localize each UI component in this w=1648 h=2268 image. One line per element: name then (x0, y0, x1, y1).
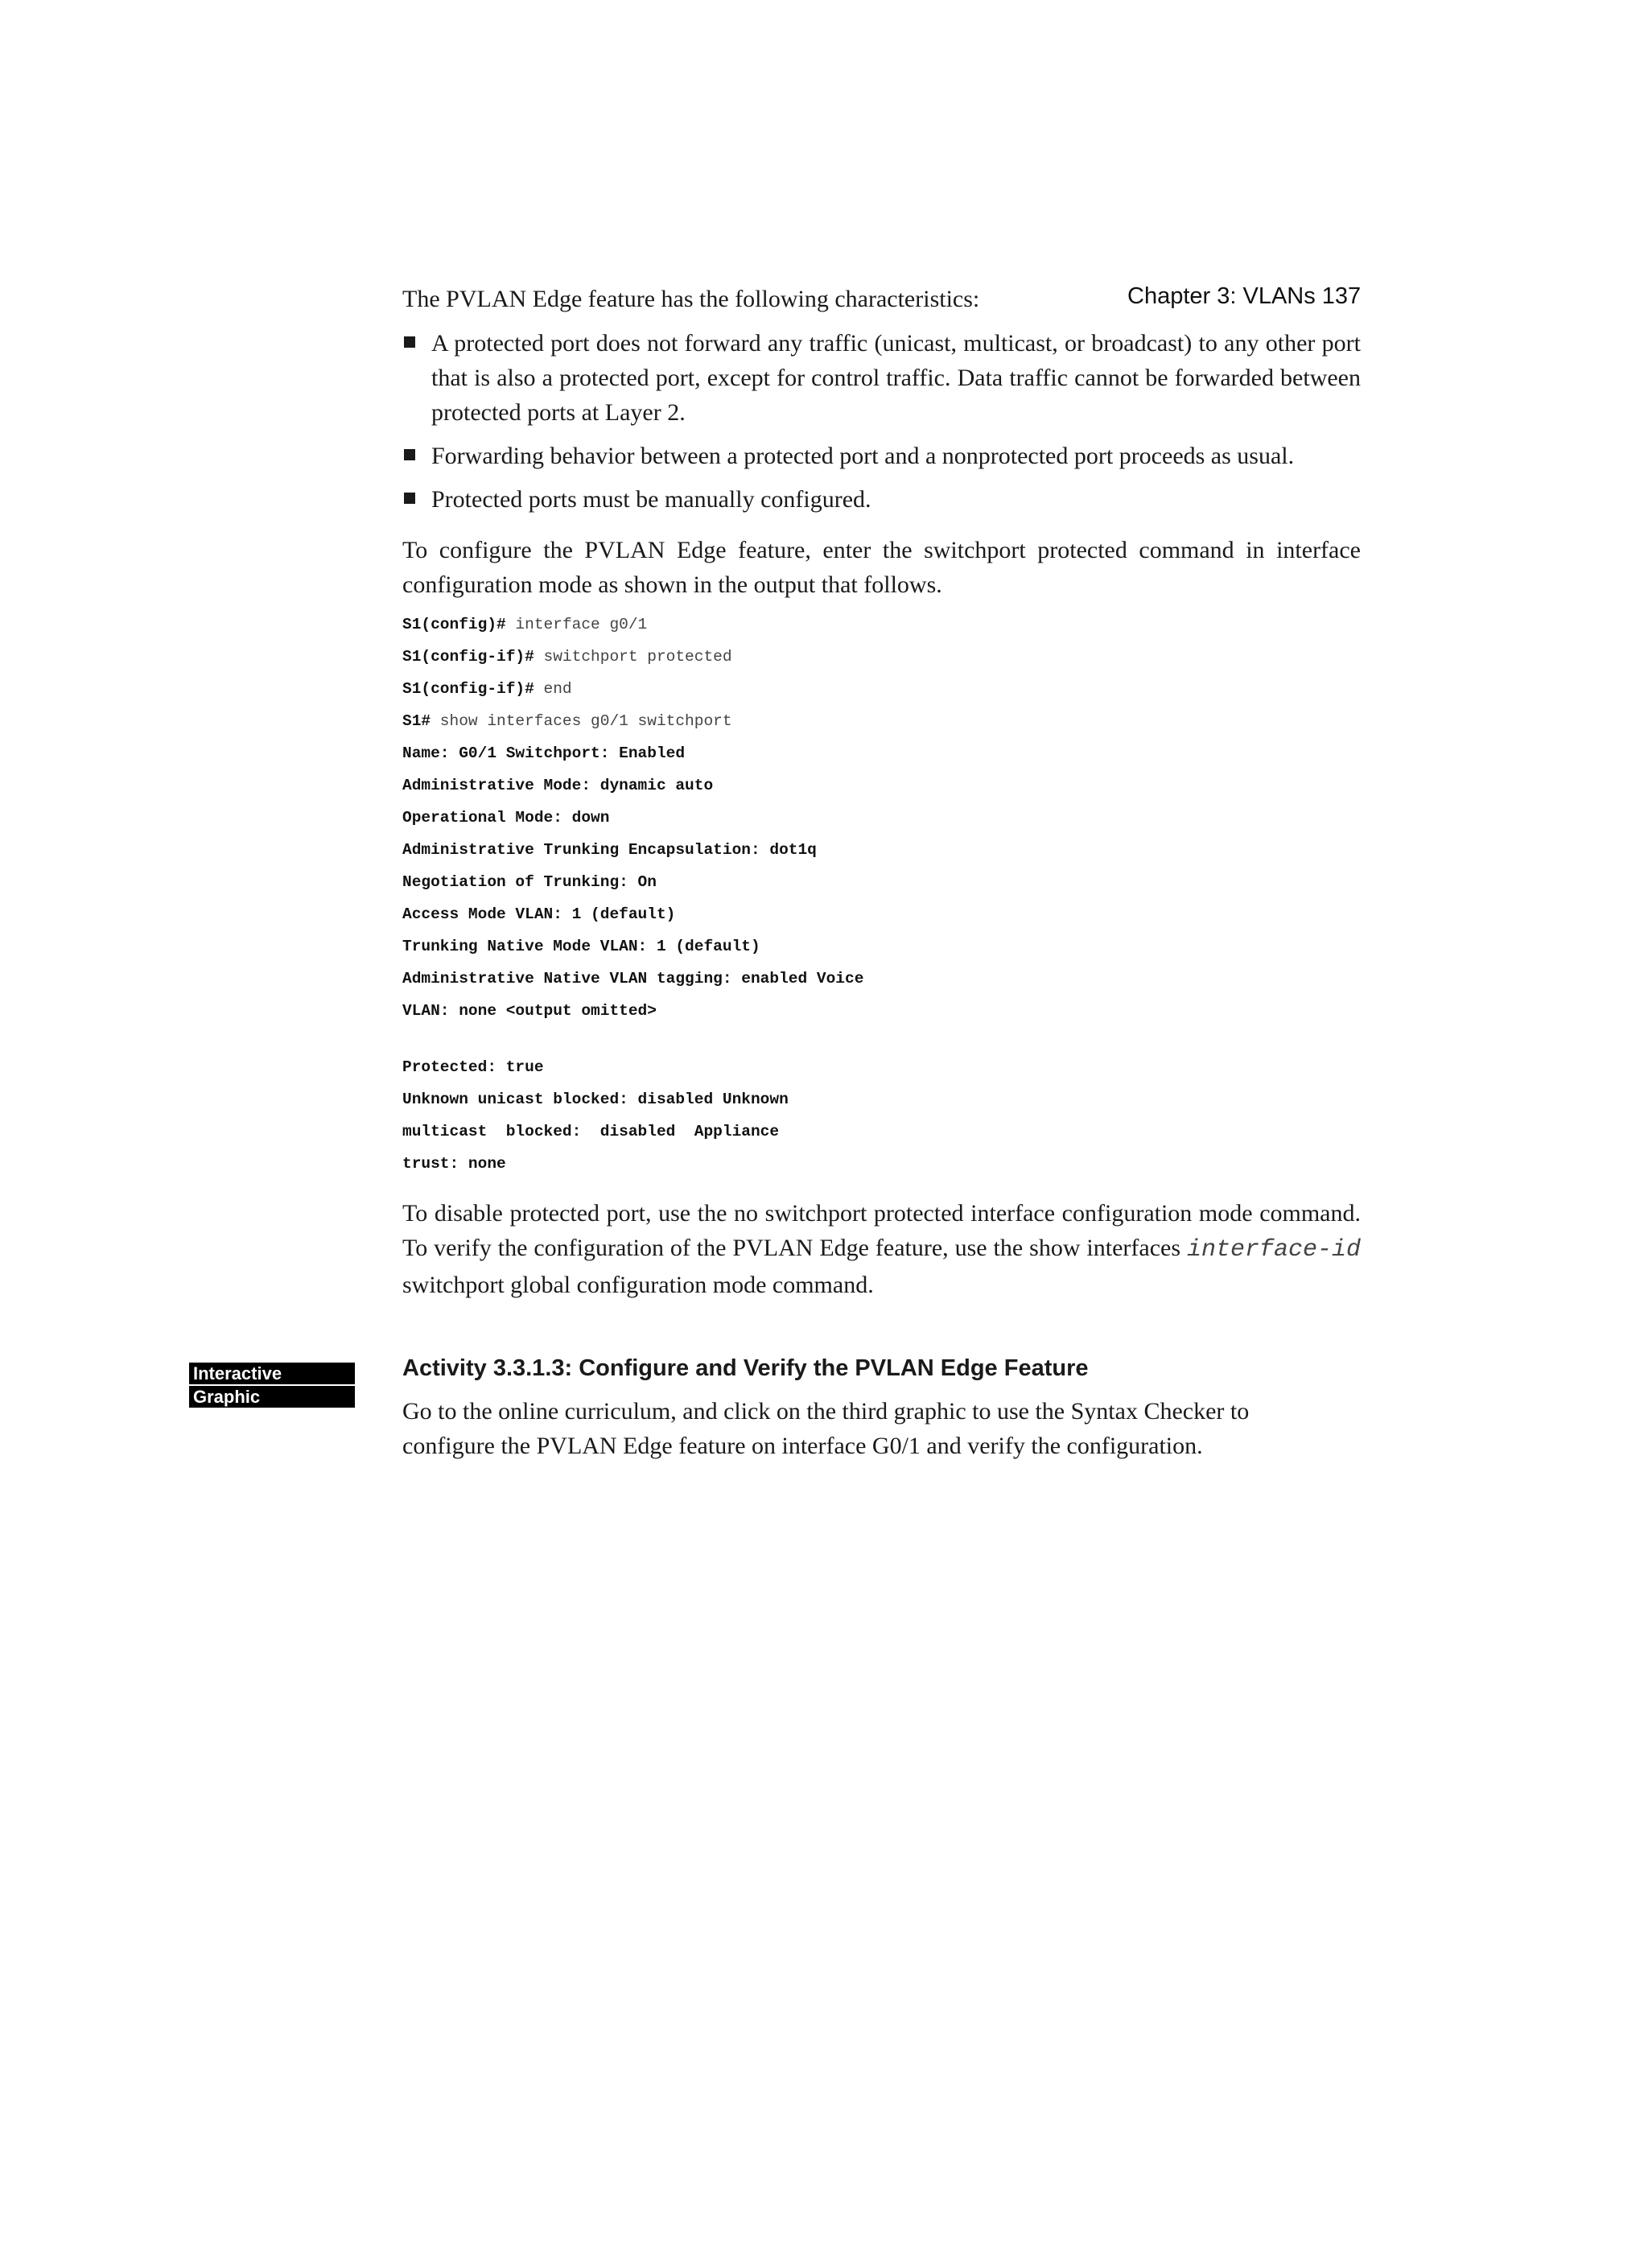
interactive-graphic-label: Graphic (189, 1386, 355, 1408)
command-line (402, 673, 1361, 705)
list-item-text: Forwarding behavior between a protected port and a nonprotected port proceeds as usual. (431, 443, 1295, 469)
configure-paragraph: To configure the PVLAN Edge feature, enter the switchport protected command in interface configuration mode as shown in the output that follows. (402, 537, 1361, 598)
output-line: Operational Mode: down (402, 809, 610, 827)
list-item (402, 326, 1361, 430)
output-block (402, 737, 1361, 1180)
output-line: Trunking Native Mode VLAN: 1 (default) (402, 938, 760, 955)
square-bullet-icon (404, 336, 415, 348)
output-line: Administrative Mode: dynamic auto (402, 777, 714, 794)
interface-id-term: interface-id (1186, 1236, 1361, 1264)
disable-text-before: To disable protected port, use the no switchport protected interface configuration mode command. To verify the configuration of the PVLAN Edge feature, use the show interfaces (402, 1200, 1361, 1261)
output-line: Administrative Trunking Encapsulation: dot1q (402, 841, 817, 859)
list-item-text: A protected port does not forward any traffic (unicast, multicast, or broadcast) to any other port that is also a protected port, except for control traffic. Data traffic cannot be forwarded between protected ports at Layer 2. (431, 330, 1361, 426)
command-line (402, 641, 1361, 673)
characteristics-list (402, 326, 1361, 517)
output-line: Negotiation of Trunking: On (402, 873, 657, 891)
output-line: Protected: true (402, 1058, 544, 1076)
square-bullet-icon (404, 449, 415, 460)
output-line: VLAN: none <output omitted> (402, 1002, 657, 1020)
command-text: show interfaces g0/1 switchport (431, 712, 732, 730)
activity-title: Activity 3.3.1.3: Configure and Verify the PVLAN Edge Feature (402, 1355, 1089, 1381)
command-line (402, 608, 1361, 641)
list-item (402, 482, 1361, 517)
command-prompt: S1(config-if)# (402, 648, 534, 666)
command-prompt: S1# (402, 712, 431, 730)
list-item-text: Protected ports must be manually configured. (431, 486, 871, 513)
output-line: trust: none (402, 1155, 506, 1173)
output-line: Unknown unicast blocked: disabled Unknown (402, 1091, 789, 1108)
square-bullet-icon (404, 493, 415, 504)
intro-paragraph: The PVLAN Edge feature has the following characteristics: (402, 286, 980, 312)
activity-section (402, 1352, 1361, 1463)
running-head: Chapter 3: VLANs 137 (1127, 283, 1362, 309)
activity-body: Go to the online curriculum, and click on the third graphic to use the Syntax Checker to configure the PVLAN Edge feature on interface G0/1 and verify the configuration. (402, 1398, 1250, 1459)
command-text: end (534, 680, 572, 698)
interactive-graphic-label: Interactive (189, 1363, 355, 1384)
disable-text-after: switchport global configuration mode command. (402, 1272, 874, 1298)
output-line: Name: G0/1 Switchport: Enabled (402, 744, 686, 762)
command-text: interface g0/1 (505, 616, 648, 633)
command-prompt: S1(config-if)# (402, 680, 534, 698)
command-prompt: S1(config)# (402, 616, 506, 633)
disable-paragraph (402, 1196, 1361, 1302)
list-item (402, 439, 1361, 473)
command-text: switchport protected (534, 648, 732, 666)
output-line: Access Mode VLAN: 1 (default) (402, 905, 676, 923)
main-content (402, 282, 1361, 1302)
output-line: Administrative Native VLAN tagging: enabled Voice (402, 970, 864, 988)
output-line: multicast blocked: disabled Appliance (402, 1123, 780, 1140)
command-block (402, 608, 1361, 737)
command-line (402, 705, 1361, 737)
output-gap (402, 1027, 1361, 1051)
